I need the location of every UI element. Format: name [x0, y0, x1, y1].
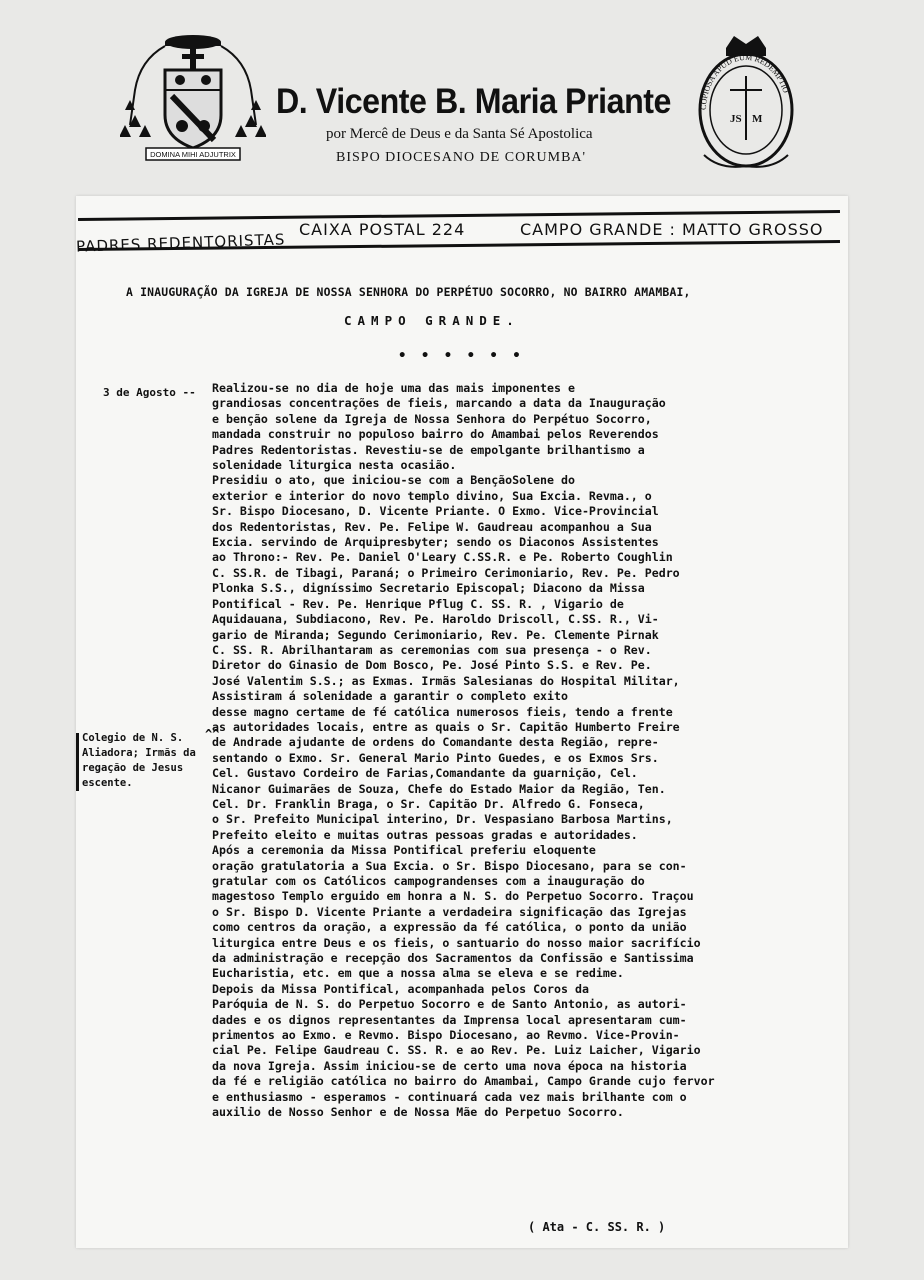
body-line: Presidiu o ato, que iniciou-se com a BençãoSolene do [212, 473, 575, 488]
body-line: Após a ceremonia da Missa Pontifical preferiu eloquente [212, 843, 596, 858]
signature-note: ( Ata - C. SS. R. ) [528, 1220, 666, 1234]
body-line: cial Pe. Felipe Gaudreau C. SS. R. e ao Rev. Pe. Luiz Laicher, Vigario [212, 1043, 701, 1058]
margin-note-line: escente. [82, 777, 133, 789]
body-line: Assistiram á solenidade a garantir o completo exito [212, 689, 568, 704]
letterhead-location: CAMPO GRANDE : MATTO GROSSO [520, 220, 824, 239]
body-line: primentos ao Exmo. e Revmo. Bispo Diocesano, ao Revmo. Vice-Provin- [212, 1028, 680, 1043]
body-line: da nova Igreja. Assim iniciou-se de certo uma nova época na historia [212, 1058, 687, 1073]
body-line: C. SS.R. de Tibagi, Paraná; o Primeiro Cerimoniario, Rev. Pe. Pedro [212, 565, 680, 580]
document-heading: A INAUGURAÇÃO DA IGREJA DE NOSSA SENHORA DO PERPÉTUO SOCORRO, NO BAIRRO AMAMBAI, [126, 285, 691, 299]
body-line: da administração e recepção dos Sacramentos da Confissão e Santissima [212, 951, 694, 966]
margin-note [76, 731, 196, 791]
body-line: Excia. servindo de Arquipresbyter; sendo os Diaconos Assistentes [212, 535, 659, 550]
letterhead-postal: CAIXA POSTAL 224 [299, 220, 466, 239]
margin-mark: ^^ [205, 727, 220, 741]
body-line: Cel. Gustavo Cordeiro de Farias,Comandante da guarnição, Cel. [212, 766, 638, 781]
bishop-name-title: D. Vicente B. Maria Priante [276, 82, 672, 121]
body-line: Aquidauana, Subdiacono, Rev. Pe. Haroldo Driscoll, C.SS. R., Vi- [212, 612, 659, 627]
coat-motto: DOMINA MIHI ADJUTRIX [150, 150, 236, 159]
body-line: magestoso Templo erguido em honra a N. S. do Perpetuo Socorro. Traçou [212, 889, 694, 904]
coat-of-arms-icon [120, 30, 266, 165]
body-line: Prefeito eleito e muitas outras pessoas gradas e autoridades. [212, 827, 638, 842]
body-line: José Valentim S.S.; as Exmas. Irmãs Salesianas do Hospital Militar, [212, 673, 680, 688]
body-line: de Andrade ajudante de ordens do Comandante desta Região, repre- [212, 735, 659, 750]
body-line: o Sr. Bispo D. Vicente Priante a verdadeira significação das Igrejas [212, 904, 687, 919]
body-line: Depois da Missa Pontifical, acompanhada pelos Coros da [212, 981, 589, 996]
body-line: dos Redentoristas, Rev. Pe. Felipe W. Gaudreau acompanhou a Sua [212, 519, 652, 534]
body-line: solenidade liturgica nesta ocasião. [212, 458, 457, 473]
body-line: Padres Redentoristas. Revestiu-se de empolgante brilhantismo a [212, 442, 645, 457]
body-line: as autoridades locais, entre as quais o Sr. Capitão Humberto Freire [212, 719, 680, 734]
redemptorist-seal-icon [690, 30, 802, 170]
body-line: Nicanor Guimarães de Souza, Chefe do Estado Maior da Região, Ten. [212, 781, 666, 796]
margin-note-line: Colegio de N. S. [82, 732, 184, 744]
margin-note-line: Aliadora; Irmãs da [82, 747, 196, 759]
body-line: exterior e interior do novo templo divino, Sua Excia. Revma., o [212, 488, 652, 503]
body-line: liturgica entre Deus e os fieis, o santuario do nosso maior sacrifício [212, 935, 701, 950]
body-line: ao Throno:- Rev. Pe. Daniel O'Leary C.SS.R. e Pe. Roberto Coughlin [212, 550, 673, 565]
page-header [0, 0, 924, 190]
diocese-title: BISPO DIOCESANO DE CORUMBA' [336, 150, 587, 165]
letterhead-org: PADRES REDENTORISTAS [75, 230, 286, 256]
body-line: mandada construir no populoso bairro do Amambai pelos Reverendos [212, 427, 659, 442]
body-line: gratular com os Católicos campograndenses com a inauguração do [212, 874, 645, 888]
body-line: Diretor do Ginasio de Dom Bosco, Pe. José Pinto S.S. e Rev. Pe. [212, 658, 652, 673]
body-line: Paróquia de N. S. do Perpetuo Socorro e de Santo Antonio, as autori- [212, 997, 687, 1012]
document-heading-city: CAMPO GRANDE. [344, 313, 520, 328]
body-line: Sr. Bispo Diocesano, D. Vicente Priante. O Exmo. Vice-Provincial [212, 504, 659, 519]
body-line: desse magno certame de fé católica numerosos fieis, tendo a frente [212, 704, 673, 719]
body-line: Realizou-se no dia de hoje uma das mais imponentes e [212, 381, 575, 395]
body-line: e enthusiasmo - esperamos - continuará cada vez mais brilhante com o [212, 1089, 687, 1104]
body-line: da fé e religião católica no bairro do Amambai, Campo Grande cujo fervor [212, 1074, 715, 1089]
body-line: Plonka S.S., digníssimo Secretario Episcopal; Diacono da Missa [212, 581, 645, 596]
body-line: oração gratulatoria a Sua Excia. o Sr. Bispo Diocesano, para se con- [212, 858, 687, 873]
body-line: Cel. Dr. Franklin Braga, o Sr. Capitão Dr. Alfredo G. Fonseca, [212, 796, 645, 811]
body-line: dades e os dignos representantes da Imprensa local apresentaram cum- [212, 1012, 687, 1027]
body-line: o Sr. Prefeito Municipal interino, Dr. Vespasiano Barbosa Martins, [212, 812, 673, 827]
body-line: Eucharistia, etc. em que a nossa alma se eleva e se redime. [212, 966, 624, 981]
body-line: e benção solene da Igreja de Nossa Senhora do Perpétuo Socorro, [212, 411, 652, 426]
body-line: sentando o Exmo. Sr. General Mario Pinto Guedes, e os Exmos Srs. [212, 750, 659, 765]
subtitle: por Mercê de Deus e da Santa Sé Apostolica [326, 126, 593, 142]
svg-text:COPIOSA APUD EUM REDEMPTIO [699, 53, 791, 110]
body-line: auxilio de Nosso Senhor e de Nossa Mãe do Perpetuo Socorro. [212, 1105, 624, 1120]
body-line: gario de Miranda; Segundo Cerimoniario, Rev. Pe. Clemente Pirnak [212, 627, 659, 642]
body-line: Pontifical - Rev. Pe. Henrique Pflug C. SS. R. , Vigario de [212, 596, 624, 611]
body-line: como centros da oração, a expressão da fé católica, o ponto da união [212, 920, 687, 935]
body-line: C. SS. R. Abrilhantaram as ceremonias com sua presença - o Rev. [212, 642, 652, 657]
document-body [212, 381, 812, 1121]
seal-text: COPIOSA APUD EUM REDEMPTIO [698, 52, 791, 111]
margin-note-line: regação de Jesus [82, 762, 184, 774]
entry-date: 3 de Agosto -- [103, 386, 196, 399]
body-line: grandiosas concentrações de fieis, marcando a data da Inauguração [212, 396, 666, 411]
seal-monogram-right: M [752, 113, 763, 125]
letterhead-bar [76, 214, 840, 264]
separator-dots: • • • • • • [398, 348, 524, 364]
seal-monogram-left: JS [730, 113, 742, 125]
